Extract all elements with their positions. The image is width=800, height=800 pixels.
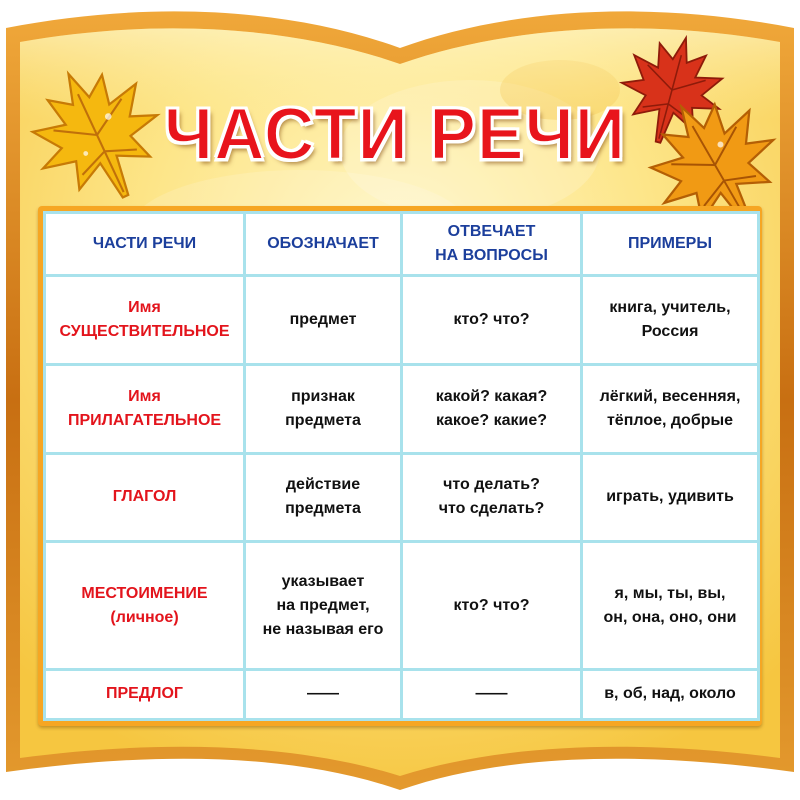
table-frame	[38, 206, 762, 726]
meaning-cell	[245, 364, 402, 453]
examples-cell	[582, 364, 759, 453]
cell-line: книга, учитель,	[609, 298, 731, 316]
table-row	[45, 453, 759, 542]
cell-line: Имя	[128, 298, 161, 316]
table-header-row	[45, 213, 759, 276]
cell-line: ПРЕДЛОГ	[106, 685, 183, 703]
cell-line: не называя его	[262, 620, 384, 638]
header-cell	[402, 213, 582, 276]
cell-line: МЕСТОИМЕНИЕ	[81, 584, 208, 602]
cell-line: кто? что?	[453, 596, 530, 614]
cell-line: предмета	[285, 411, 361, 429]
maple-leaf-yellow-icon	[22, 60, 172, 210]
examples-cell	[582, 542, 759, 670]
cell-line: указывает	[281, 572, 365, 590]
header-line: ЧАСТИ РЕЧИ	[92, 235, 197, 252]
header-line: ПРИМЕРЫ	[627, 235, 712, 252]
examples-cell	[582, 669, 759, 719]
cell-line: ГЛАГОЛ	[112, 488, 177, 506]
part-of-speech-cell	[45, 669, 245, 719]
questions-cell	[402, 542, 582, 670]
cell-line: признак	[291, 387, 355, 405]
cell-line: действие	[285, 476, 361, 494]
cell-line: предмет	[289, 310, 357, 328]
table-row	[45, 276, 759, 365]
examples-cell	[582, 453, 759, 542]
meaning-cell	[245, 453, 402, 542]
cell-line: какое? какие?	[435, 411, 547, 429]
cell-line: какой? какая?	[435, 387, 548, 405]
header-line: НА ВОПРОСЫ	[435, 247, 548, 264]
header-cell	[45, 213, 245, 276]
meaning-cell	[245, 669, 402, 719]
cell-line: ——	[307, 685, 339, 703]
table-row	[45, 669, 759, 719]
cell-line: лёгкий, весенняя,	[599, 387, 741, 405]
header-cell	[245, 213, 402, 276]
parts-of-speech-table	[43, 211, 760, 721]
part-of-speech-cell	[45, 276, 245, 365]
table-row	[45, 364, 759, 453]
header-line: ОТВЕЧАЕТ	[447, 223, 536, 240]
part-of-speech-cell	[45, 364, 245, 453]
cell-line: ——	[475, 685, 508, 703]
header-cell	[582, 213, 759, 276]
meaning-cell	[245, 542, 402, 670]
part-of-speech-cell	[45, 542, 245, 670]
cell-line: (личное)	[110, 608, 179, 626]
cell-line: я, мы, ты, вы,	[614, 584, 726, 602]
questions-cell	[402, 364, 582, 453]
cell-line: тёплое, добрые	[606, 411, 734, 429]
cell-line: что делать?	[443, 476, 540, 494]
cell-line: предмета	[285, 500, 361, 518]
cell-line: играть, удивить	[606, 488, 734, 506]
questions-cell	[402, 669, 582, 719]
cell-line: ПРИЛАГАТЕЛЬНОЕ	[67, 411, 222, 429]
cell-line: на предмет,	[276, 596, 370, 614]
cell-line: что сделать?	[438, 500, 545, 518]
table-row	[45, 542, 759, 670]
cell-line: СУЩЕСТВИТЕЛЬНОЕ	[59, 322, 230, 340]
meaning-cell	[245, 276, 402, 365]
cell-line: Имя	[128, 387, 161, 405]
page-title: ЧАСТИ РЕЧИ	[163, 93, 627, 175]
table-body	[45, 276, 759, 720]
questions-cell	[402, 276, 582, 365]
examples-cell	[582, 276, 759, 365]
cell-line: в, об, над, около	[604, 685, 736, 703]
part-of-speech-cell	[45, 453, 245, 542]
cell-line: он, она, оно, они	[603, 608, 737, 626]
header-line: ОБОЗНАЧАЕТ	[267, 235, 379, 252]
questions-cell	[402, 453, 582, 542]
cell-line: Россия	[641, 322, 699, 340]
cell-line: кто? что?	[453, 310, 530, 328]
